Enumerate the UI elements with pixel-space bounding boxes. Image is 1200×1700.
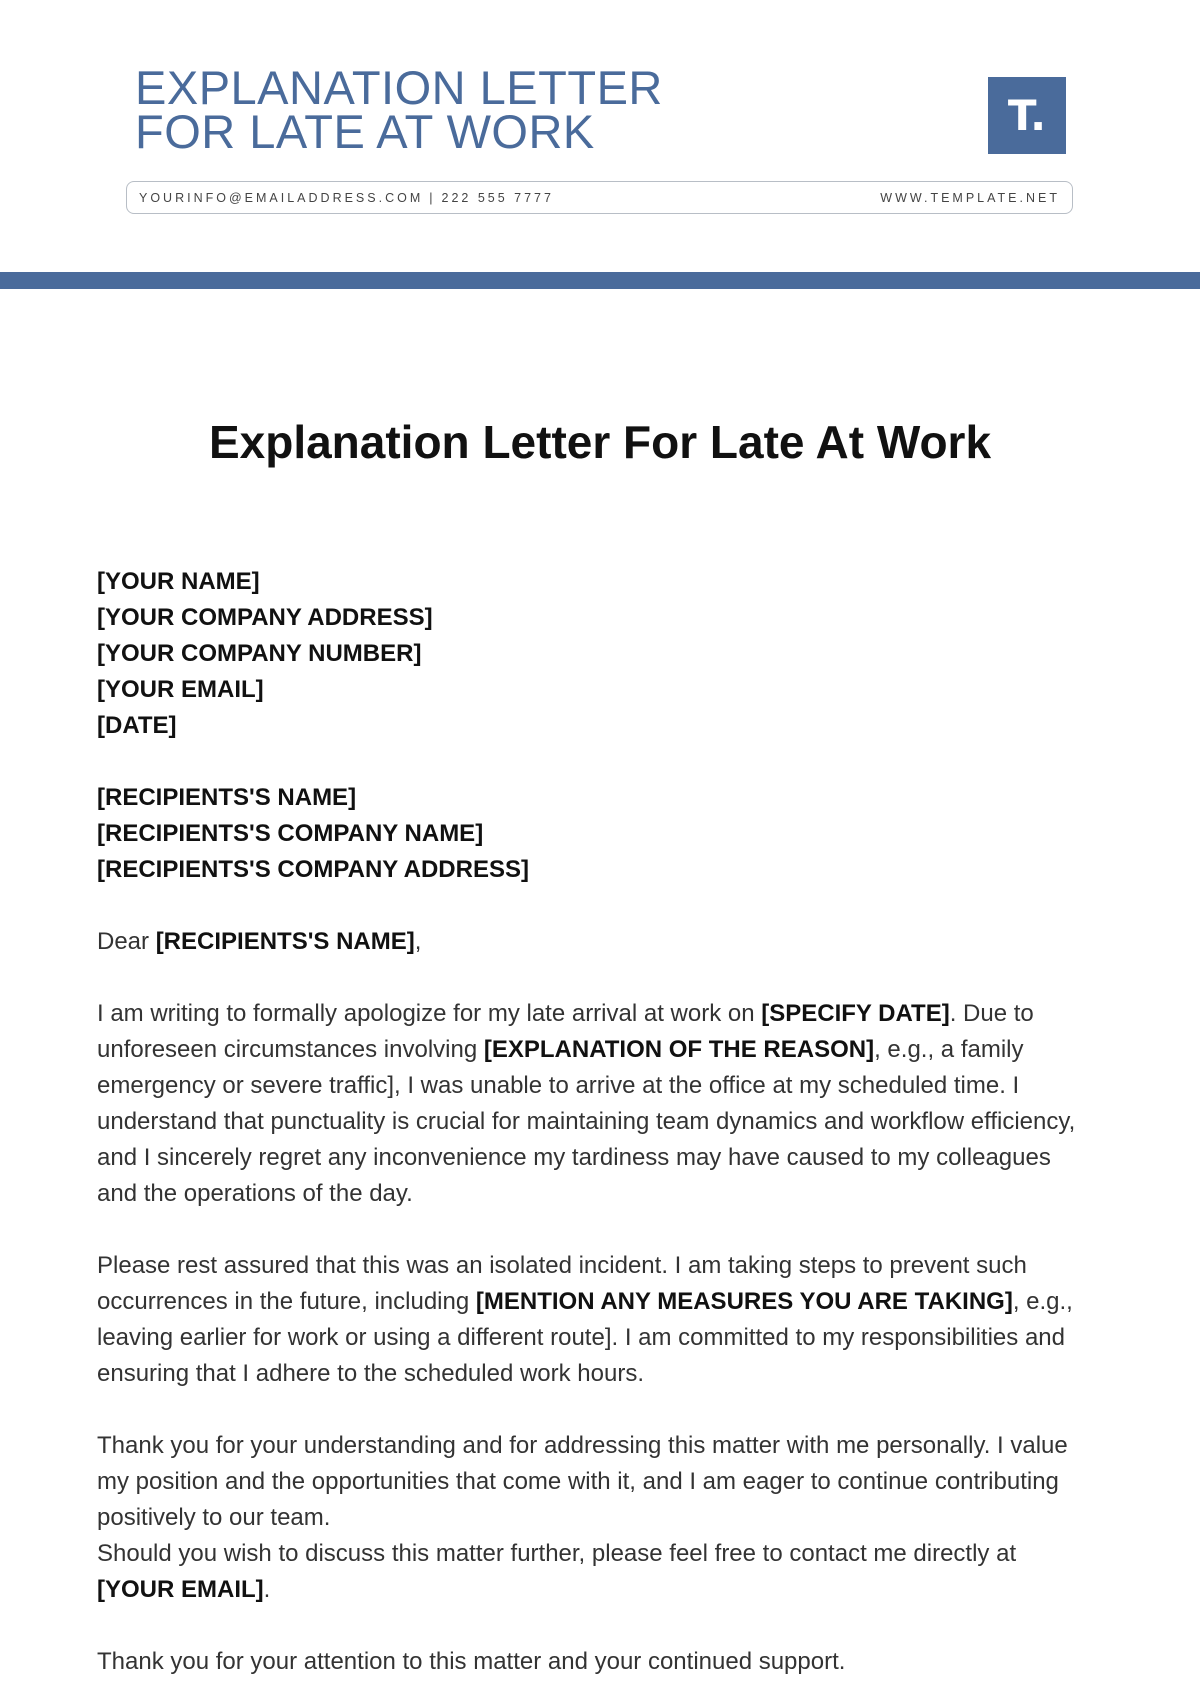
sender-email: [YOUR EMAIL]: [97, 676, 264, 703]
letter-date: [DATE]: [97, 712, 177, 739]
paragraph-thanks: Thank you for your understanding and for addressing this matter with me personally. I value my position and the opportunities that come with it, and I am eager to continue contributing positively to our team.: [97, 1432, 1068, 1531]
paragraph-measures: Please rest assured that this was an isolated incident. I am taking steps to prevent such occurrences in the future, including [MENTION ANY MEASURES YOU ARE TAKING], e.g., leaving earlier for work or using a different route]. I am committed to my responsibilities and ensuring that I adhere to the scheduled work hours.: [97, 1252, 1073, 1387]
sender-name: [YOUR NAME]: [97, 568, 260, 595]
letter-body: [97, 564, 1097, 1680]
sender-company-number: [YOUR COMPANY NUMBER]: [97, 640, 422, 667]
recipient-block: [97, 780, 1097, 888]
letterhead-title-line-1: EXPLANATION LETTER: [135, 61, 663, 114]
contact-separator: |: [429, 190, 436, 205]
contact-website: WWW.TEMPLATE.NET: [880, 190, 1060, 205]
contact-phone: 222 555 7777: [441, 190, 554, 205]
sender-block: [97, 564, 1097, 744]
brand-logo: T.: [988, 77, 1066, 154]
letterhead: [0, 0, 1200, 300]
paragraph-apology: I am writing to formally apologize for my late arrival at work on [SPECIFY DATE]. Due to unforeseen circumstances involving [EXPLANATION OF THE REASON], e.g., a family emergency or severe traffic], I was unable to arrive at the office at my scheduled time. I understand that punctuality is crucial for maintaining team dynamics and workflow efficiency, and I sincerely regret any inconvenience my tardiness may have caused to my colleagues and the operations of the day.: [97, 1000, 1076, 1207]
salutation: Dear [RECIPIENTS'S NAME],: [97, 928, 422, 955]
letterhead-title-line-2: FOR LATE AT WORK: [135, 105, 595, 158]
sender-company-address: [YOUR COMPANY ADDRESS]: [97, 604, 433, 631]
contact-info: [139, 191, 554, 205]
paragraph-contact: Should you wish to discuss this matter further, please feel free to contact me directly at [YOUR EMAIL].: [97, 1540, 1017, 1603]
contact-email: YOURINFO@EMAILADDRESS.COM: [139, 190, 424, 205]
contact-bar: [126, 181, 1073, 214]
document-title: Explanation Letter For Late At Work: [208, 416, 992, 468]
recipient-company-address: [RECIPIENTS'S COMPANY ADDRESS]: [97, 856, 529, 883]
recipient-company-name: [RECIPIENTS'S COMPANY NAME]: [97, 820, 484, 847]
paragraph-closing: Thank you for your attention to this matter and your continued support.: [97, 1648, 846, 1675]
letterhead-title: [135, 61, 663, 158]
recipient-name: [RECIPIENTS'S NAME]: [97, 784, 357, 811]
header-divider: [0, 272, 1200, 289]
